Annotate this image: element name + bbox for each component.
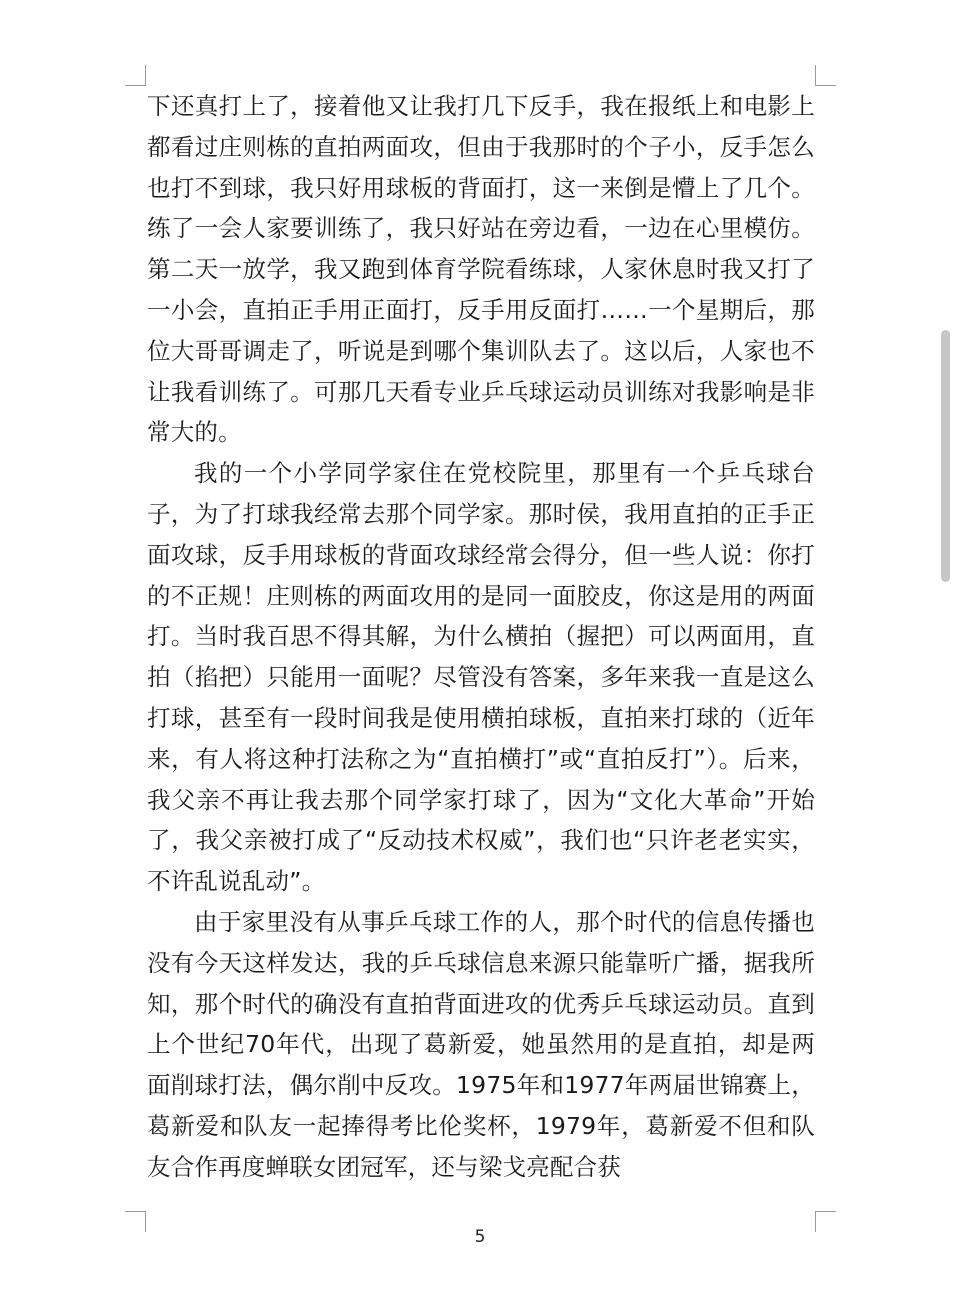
paragraph-1: 下还真打上了，接着他又让我打几下反手，我在报纸上和电影上都看过庄则栋的直拍两面攻，但由于我那时的个子小，反手怎么也打不到球，我只好用球板的背面打，这一来倒是懵上了几个。练了一会人家要训练了，我只好站在旁边看，一边在心里模仿。第二天一放学，我又跑到体育学院看练球，人家休息时我又打了一小会，直拍正手用正面打，反手用反面打……一个星期后，那位大哥哥调走了，听说是到哪个集训队去了。这以后，人家也不让我看训练了。可那几天看专业乒乓球运动员训练对我影响是非常大的。 — [147, 92, 815, 447]
page-number: 5 — [474, 1227, 486, 1247]
paragraph-2: 我的一个小学同学家住在党校院里，那里有一个乒乓球台子，为了打球我经常去那个同学家。那时侯，我用直拍的正手正面攻球，反手用球板的背面攻球经常会得分，但一些人说：你打的不正规！庄则栋的两面攻用的是同一面胶皮，你这是用的两面打。当时我百思不得其解，为什么横拍（握把）可以两面用，直拍（掐把）只能用一面呢？尽管没有答案，多年来我一直是这么打球，甚至有一段时间我是使用横拍球板，直拍来打球的（近年来，有人将这种打法称之为“直拍横打”或“直拍反打”）。后来，我父亲不再让我去那个同学家打球了，因为“文化大革命”开始了，我父亲被打成了“反动技术权威”，我们也“只许老老实实，不许乱说乱动”。 — [147, 459, 815, 896]
paragraph-3: 由于家里没有从事乒乓球工作的人，那个时代的信息传播也没有今天这样发达，我的乒乓球信息来源只能靠听广播，据我所知，那个时代的确没有直拍背面进攻的优秀乒乓球运动员。直到上个世纪70年代，出现了葛新爱，她虽然用的是直拍，却是两面削球打法，偶尔削中反攻。1975年和1977年两届世锦赛上，葛新爱和队友一起捧得考比伦奖杯，1979年，葛新爱不但和队友合作再度蝉联女团冠军，还与梁戈亮配合获 — [147, 907, 815, 1181]
crop-mark-top-left — [125, 65, 146, 86]
body-text — [147, 86, 815, 1188]
vertical-scrollbar-thumb[interactable] — [941, 330, 950, 582]
crop-mark-top-right — [815, 65, 836, 86]
